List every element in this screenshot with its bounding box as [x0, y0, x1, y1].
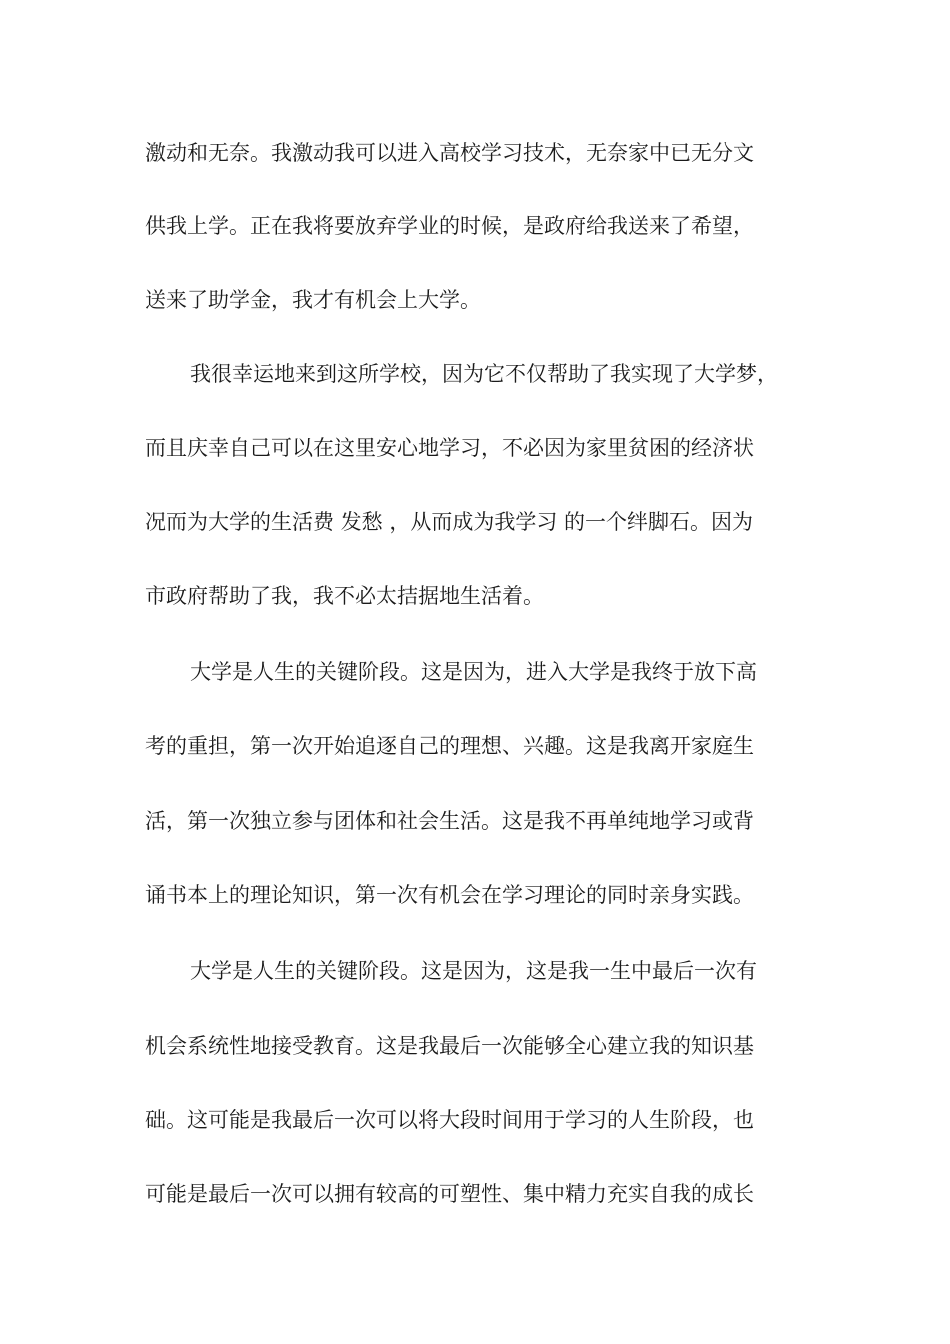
text-line: 而且庆幸自己可以在这里安心地学习，不必因为家里贫困的经济状: [145, 436, 754, 460]
text-line: 诵书本上的理论知识，第一次有机会在学习理论的同时亲身实践。: [145, 883, 754, 907]
text-line: 机会系统性地接受教育。这是我最后一次能够全心建立我的知识基: [145, 1034, 754, 1058]
text-line: 活，第一次独立参与团体和社会生活。这是我不再单纯地学习或背: [145, 809, 754, 833]
text-line: 送来了助学金，我才有机会上大学。: [145, 288, 481, 312]
text-line: 供我上学。正在我将要放弃学业的时候，是政府给我送来了希望，: [145, 214, 754, 238]
paragraph-first-line: 我很幸运地来到这所学校，因为它不仅帮助了我实现了大学梦，: [190, 362, 778, 386]
text-line: 考的重担，第一次开始追逐自己的理想、兴趣。这是我离开家庭生: [145, 734, 754, 758]
text-line: 础。这可能是我最后一次可以将大段时间用于学习的人生阶段，也: [145, 1108, 754, 1132]
text-line: 况而为大学的生活费 发愁 ，从而成为我学习 的一个绊脚石。因为: [145, 510, 754, 534]
text-line: 市政府帮助了我，我不必太拮据地生活着。: [145, 584, 544, 608]
paragraph-first-line: 大学是人生的关键阶段。这是因为，进入大学是我终于放下高: [190, 660, 757, 684]
text-line: 激动和无奈。我激动我可以进入高校学习技术，无奈家中已无分文: [145, 141, 754, 165]
text-line: 可能是最后一次可以拥有较高的可塑性、集中精力充实自我的成长: [145, 1182, 754, 1206]
paragraph-first-line: 大学是人生的关键阶段。这是因为，这是我一生中最后一次有: [190, 959, 757, 983]
